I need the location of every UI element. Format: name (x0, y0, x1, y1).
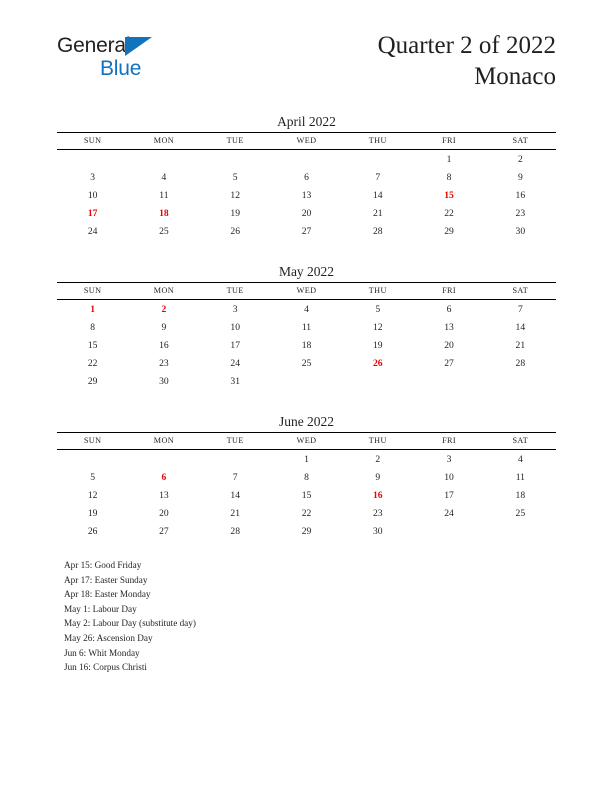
calendar-day[interactable]: 6 (446, 303, 452, 315)
calendar-day-holiday[interactable]: 18 (159, 207, 169, 219)
weekday-header-thu: THU (342, 433, 413, 450)
calendar-day[interactable]: 30 (372, 525, 383, 537)
page-header (0, 0, 612, 100)
calendar-day[interactable]: 10 (87, 189, 98, 201)
calendar-day[interactable]: 22 (87, 357, 98, 369)
calendar-week-row (57, 168, 556, 186)
calendar-day[interactable]: 11 (159, 189, 169, 201)
weekday-header-row (57, 433, 556, 450)
weekday-header-tue: TUE (200, 133, 271, 150)
calendar-day[interactable]: 9 (517, 171, 523, 183)
calendar-day[interactable]: 7 (375, 171, 381, 183)
weekday-header-wed: WED (271, 283, 342, 300)
calendar-day[interactable]: 2 (517, 153, 523, 165)
weekday-header-fri: FRI (413, 283, 484, 300)
calendar-day[interactable]: 5 (90, 471, 96, 483)
calendar-day[interactable]: 4 (517, 453, 523, 465)
calendar-day[interactable]: 8 (90, 321, 96, 333)
calendar-body (57, 150, 556, 241)
calendar-week-row (57, 222, 556, 240)
calendar-day[interactable]: 20 (301, 207, 312, 219)
month-block-june (57, 413, 556, 540)
general-blue-logo[interactable] (57, 34, 237, 86)
calendar-day[interactable]: 27 (159, 525, 169, 537)
calendar-day[interactable]: 20 (159, 507, 169, 519)
weekday-header-tue: TUE (200, 433, 271, 450)
holiday-legend-item: Jun 6: Whit Monday (64, 647, 140, 658)
calendar-day[interactable]: 29 (444, 225, 454, 237)
calendar-day[interactable]: 14 (515, 321, 526, 333)
calendar-day[interactable]: 9 (161, 321, 167, 333)
calendar-day[interactable]: 31 (230, 375, 240, 387)
weekday-header-sun: SUN (57, 133, 128, 150)
calendar-day[interactable]: 3 (232, 303, 238, 315)
calendar-day[interactable]: 18 (515, 489, 526, 501)
calendar-day[interactable]: 23 (515, 207, 526, 219)
month-block-may (57, 263, 556, 390)
calendar-day-holiday[interactable]: 6 (161, 471, 167, 483)
calendar-day[interactable]: 27 (301, 225, 312, 237)
calendar-day-empty (413, 522, 484, 540)
calendar-day[interactable]: 11 (301, 321, 312, 333)
weekday-header-fri: FRI (413, 433, 484, 450)
calendar-day[interactable]: 13 (301, 189, 312, 201)
calendar-day-empty (413, 372, 484, 390)
calendar-day[interactable]: 8 (304, 471, 309, 483)
calendar-day[interactable]: 12 (372, 321, 383, 333)
calendar-day[interactable]: 24 (444, 507, 454, 519)
calendar-week-row (57, 354, 556, 372)
holiday-legend-item: Apr 17: Easter Sunday (64, 574, 148, 585)
calendar-week-row (57, 450, 556, 469)
month-title: June 2022 (278, 414, 335, 429)
calendar-day[interactable]: 26 (230, 225, 240, 237)
calendar-day[interactable]: 13 (444, 321, 454, 333)
calendar-day-empty (485, 522, 556, 540)
title-block (378, 30, 556, 92)
calendar-day-holiday[interactable]: 1 (90, 303, 96, 315)
holiday-legend-list (64, 558, 464, 675)
weekday-header-row (57, 133, 556, 150)
calendar-week-row (57, 186, 556, 204)
calendar-day[interactable]: 25 (515, 507, 526, 519)
weekday-header-tue: TUE (200, 283, 271, 300)
calendar-day[interactable]: 20 (444, 339, 454, 351)
weekday-header-fri: FRI (413, 133, 484, 150)
calendar-day[interactable]: 21 (515, 339, 526, 351)
calendar-day[interactable]: 12 (87, 489, 98, 501)
calendar-day-empty (128, 450, 199, 469)
page-title: Quarter 2 of 2022 (377, 32, 556, 59)
calendar-day[interactable]: 29 (301, 525, 312, 537)
calendar-day-empty (128, 150, 199, 169)
calendar-day[interactable]: 2 (375, 453, 381, 465)
calendar-body (57, 300, 556, 391)
calendar-day-empty (200, 150, 271, 169)
logo-text-blue: Blue (100, 57, 142, 80)
holiday-legend-item: Apr 18: Easter Monday (64, 589, 151, 600)
calendar-day[interactable]: 19 (230, 207, 240, 219)
calendar-week-row (57, 150, 556, 169)
calendar-day[interactable]: 17 (230, 339, 240, 351)
calendar-day[interactable]: 14 (372, 189, 383, 201)
calendar-table-april (57, 132, 556, 240)
calendar-day[interactable]: 19 (372, 339, 383, 351)
calendar-day-holiday[interactable]: 2 (161, 303, 167, 315)
calendar-day[interactable]: 9 (375, 471, 381, 483)
holiday-legend-item: May 1: Labour Day (64, 603, 137, 614)
calendar-day[interactable]: 1 (446, 153, 452, 165)
calendar-day[interactable]: 30 (515, 225, 526, 237)
logo-triangle-icon (125, 37, 152, 56)
calendar-week-row (57, 336, 556, 354)
calendar-day[interactable]: 30 (159, 375, 169, 387)
holiday-legend-item: May 26: Ascension Day (64, 632, 153, 643)
calendar-day[interactable]: 3 (446, 453, 452, 465)
calendar-day-empty (342, 372, 413, 390)
calendar-day[interactable]: 18 (301, 339, 312, 351)
calendar-week-row (57, 486, 556, 504)
calendar-week-row (57, 522, 556, 540)
calendar-day[interactable]: 7 (232, 471, 238, 483)
calendar-day-empty (342, 150, 413, 169)
calendar-day-holiday[interactable]: 17 (87, 207, 98, 219)
calendar-day[interactable]: 6 (304, 171, 309, 183)
calendar-day[interactable]: 16 (515, 189, 526, 201)
calendar-day[interactable]: 23 (159, 357, 169, 369)
calendar-day[interactable]: 7 (517, 303, 523, 315)
calendar-day-empty (485, 372, 556, 390)
calendar-day[interactable]: 21 (230, 507, 240, 519)
calendar-day[interactable]: 3 (90, 171, 96, 183)
calendar-day[interactable]: 8 (446, 171, 452, 183)
calendar-day-empty (200, 450, 271, 469)
weekday-header-thu: THU (342, 283, 413, 300)
calendar-week-row (57, 372, 556, 390)
weekday-header-sat: SAT (485, 283, 556, 300)
calendar-day-holiday[interactable]: 26 (372, 357, 383, 369)
calendar-day[interactable]: 10 (444, 471, 454, 483)
calendar-day[interactable]: 28 (230, 525, 240, 537)
calendar-day[interactable]: 15 (87, 339, 98, 351)
month-title: April 2022 (277, 114, 336, 129)
calendar-day[interactable]: 4 (161, 171, 167, 183)
calendar-day[interactable]: 23 (372, 507, 383, 519)
weekday-header-sat: SAT (485, 133, 556, 150)
weekday-header-wed: WED (271, 433, 342, 450)
calendar-day[interactable]: 24 (87, 225, 98, 237)
calendar-day[interactable]: 4 (304, 303, 309, 315)
weekday-header-sun: SUN (57, 433, 128, 450)
weekday-header-mon: MON (128, 433, 199, 450)
logo-text-general: General (57, 34, 131, 57)
calendar-day-empty (57, 450, 128, 469)
calendar-week-row (57, 318, 556, 336)
calendar-day[interactable]: 12 (230, 189, 240, 201)
calendar-day[interactable]: 5 (375, 303, 381, 315)
calendar-week-row (57, 204, 556, 222)
calendar-week-row (57, 504, 556, 522)
weekday-header-thu: THU (342, 133, 413, 150)
calendar-day[interactable]: 5 (232, 171, 238, 183)
calendar-day[interactable]: 11 (515, 471, 525, 483)
calendar-day[interactable]: 19 (87, 507, 98, 519)
calendar-day[interactable]: 21 (372, 207, 383, 219)
calendar-day[interactable]: 22 (444, 207, 454, 219)
weekday-header-mon: MON (128, 283, 199, 300)
weekday-header-sat: SAT (485, 433, 556, 450)
calendar-week-row (57, 468, 556, 486)
calendar-day[interactable]: 28 (372, 225, 383, 237)
weekday-header-sun: SUN (57, 283, 128, 300)
holiday-legend-item: Jun 16: Corpus Christi (64, 662, 147, 673)
calendar-day[interactable]: 17 (444, 489, 454, 501)
calendar-day-empty (271, 372, 342, 390)
weekday-header-mon: MON (128, 133, 199, 150)
month-title: May 2022 (278, 264, 335, 279)
calendar-table-june (57, 432, 556, 540)
weekday-header-row (57, 283, 556, 300)
calendar-day-empty (271, 150, 342, 169)
calendar-body (57, 450, 556, 541)
calendar-day-holiday[interactable]: 16 (372, 489, 383, 501)
calendar-day[interactable]: 25 (159, 225, 169, 237)
calendar-day[interactable]: 10 (230, 321, 240, 333)
calendar-day[interactable]: 16 (159, 339, 169, 351)
page-subtitle-location: Monaco (474, 63, 556, 90)
calendar-day[interactable]: 26 (87, 525, 98, 537)
calendar-day[interactable]: 27 (444, 357, 454, 369)
calendar-day[interactable]: 28 (515, 357, 526, 369)
calendar-day[interactable]: 29 (87, 375, 98, 387)
calendar-day-holiday[interactable]: 15 (444, 189, 454, 201)
calendar-day[interactable]: 13 (159, 489, 169, 501)
calendar-table-may (57, 282, 556, 390)
calendar-day[interactable]: 24 (230, 357, 240, 369)
holiday-legend-item: Apr 15: Good Friday (64, 560, 142, 570)
calendar-day[interactable]: 14 (230, 489, 240, 501)
holiday-legend-item: May 2: Labour Day (substitute day) (64, 618, 196, 629)
month-block-april (57, 113, 556, 240)
calendar-day[interactable]: 1 (304, 453, 309, 465)
calendar-day[interactable]: 15 (301, 489, 312, 501)
calendar-week-row (57, 300, 556, 319)
calendar-day[interactable]: 25 (301, 357, 312, 369)
calendar-day[interactable]: 22 (301, 507, 312, 519)
calendar-day-empty (57, 150, 128, 169)
weekday-header-wed: WED (271, 133, 342, 150)
